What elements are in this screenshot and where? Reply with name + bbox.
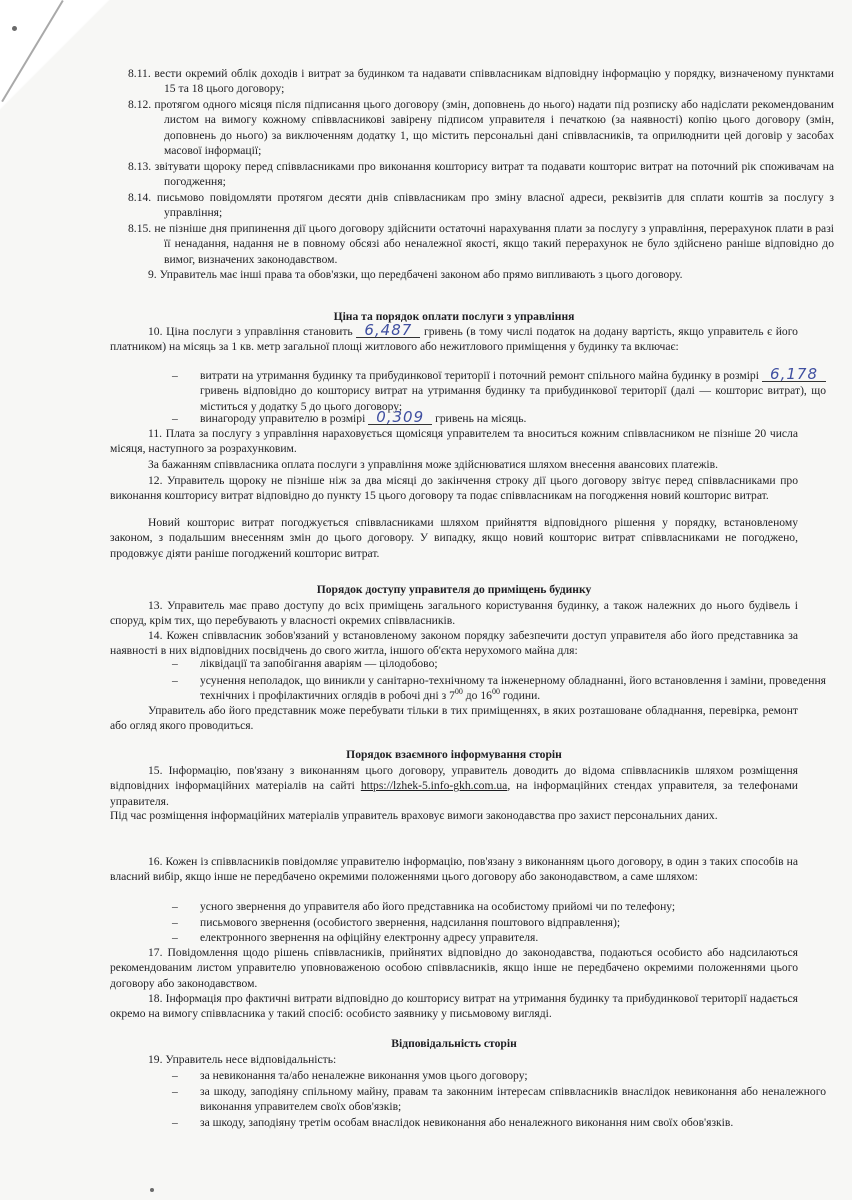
bullet-text: електронного звернення на офіційну електронну адресу управителя. — [200, 931, 539, 944]
clause-8-11: 8.11. вести окремий облік доходів і витрат за будинком та надавати співвласникам відповідну інформацію у порядку, визначеному пунктами 15 та 18 цього договору; — [128, 67, 834, 96]
clause-16-bullet-written — [172, 915, 826, 930]
dash-marker: – — [172, 916, 178, 929]
heading-access: Порядок доступу управителя до приміщень будинку — [316, 583, 592, 596]
clause-9: 9. Управитель має інші права та обов'язки, що передбачені законом або прямо випливають з цього договору. — [148, 268, 683, 281]
handwritten-price-total: 6,487 — [356, 324, 420, 338]
clause-8-13: 8.13. звітувати щороку перед співвласниками про виконання кошторису витрат та подавати кошторис витрат на поточний рік споживачам на погодження; — [128, 160, 834, 189]
bullet-text: за шкоду, заподіяну спільному майну, правам та законним інтересам співвласників внаслідок невиконання або неналежного виконання управителем своїх обов'язків; — [200, 1085, 826, 1114]
bullet-text: письмового звернення (особистого звернення, надсилання поштового відправлення); — [200, 916, 621, 929]
clause-8-12: 8.12. протягом одного місяця після підписання цього договору (змін, доповнень до нього) надати під розписку або надіслати рекомендованим листом на вимогу кожному співвласникові завірену підписом управителя і печаткою (за наявності) копію цього договору (змін, доповнень до нього) за виключенням додатку 1, що містить персональні дані співвласників, та оприлюднити цей договір у засобах масової інформації; — [128, 98, 834, 158]
bullet-text: ліквідації та запобігання аваріям — цілодобово; — [200, 657, 438, 670]
bullet-text: усного звернення до управителя або його представника на особистому прийомі чи по телефону; — [200, 900, 676, 913]
dash-marker: – — [172, 1116, 178, 1129]
clause-12: 12. Управитель щороку не пізніше ніж за два місяці до закінчення строку дії цього договору звітує перед співвласниками про виконання кошторису витрат відповідно до пункту 15 цього договору та подає співвласникам на погодження новий кошторис витрат. — [110, 474, 798, 503]
time-superscript: 00 — [454, 687, 463, 697]
clause-11: 11. Плата за послугу з управління нараховується щомісяця управителем та вноситься кожним співвласником не пізніше 20 числа місяця, наступного за розрахунковим. — [110, 427, 798, 456]
bullet-text-b: гривень на місяць. — [435, 412, 527, 425]
clause-19: 19. Управитель несе відповідальність: — [148, 1053, 337, 1066]
clause-11-advance: За бажанням співвласника оплата послуги з управління може здійснюватися шляхом внесення авансових платежів. — [148, 458, 718, 471]
scan-speck — [12, 26, 17, 31]
scan-speck — [150, 1188, 154, 1192]
clause-18: 18. Інформація про фактичні витрати відповідно до кошторису витрат на утримання будинку та прибудинкової території надається окремо на вимогу співвласника у такий спосіб: особисто заявнику у письмовому вигляді. — [110, 992, 798, 1021]
clause-15-text-a: 15. Інформацію, пов'язану з виконанням цього договору, управитель доводить до відома співвласників шляхом розміщення відповідних інформаційних матеріалів на сайті — [110, 764, 798, 793]
clause-15-text-b: , на інформаційних стендах управителя, за телефонами управителя. — [110, 779, 798, 808]
dash-marker: – — [172, 1069, 178, 1082]
clause-19-bullet-damage-owners — [172, 1084, 826, 1115]
clause-15-personal-data: Під час розміщення інформаційних матеріалів управитель враховує вимоги законодавства про захист персональних даних. — [110, 809, 718, 822]
heading-information: Порядок взаємного інформування сторін — [346, 748, 562, 761]
clause-10-text-b: гривень (в тому числі податок на додану вартість, якщо управитель є його платником) на місяць за 1 кв. метр загальної площі житлового або нежитлового приміщення у будинку та включає: — [110, 325, 798, 354]
time-superscript: 00 — [491, 687, 500, 697]
dash-marker: – — [172, 931, 178, 944]
clause-16: 16. Кожен із співвласників повідомляє управителю інформацію, пов'язану з виконанням цього договору, в один з таких способів на власний вибір, якщо інше не передбачено окремими положеннями цього договору або законодавством, а саме шляхом: — [110, 855, 798, 884]
clause-10-text-a: 10. Ціна послуги з управління становить — [148, 325, 353, 338]
clause-13: 13. Управитель має право доступу до всіх приміщень загального користування будинку, а також належних до нього будівель і споруд, крім тих, що перебувають у власності окремих співвласників. — [110, 599, 798, 628]
clause-12-new-estimate: Новий кошторис витрат погоджується співвласниками шляхом прийняття відповідного рішення у порядку, встановленому законом, з подальшим внесенням змін до цього договору. У випадку, якщо новий кошторис витрат співвласниками не погоджено, продовжує діяти раніше погоджений кошторис витрат. — [110, 516, 798, 560]
heading-responsibility: Відповідальність сторін — [391, 1037, 517, 1050]
dash-marker: – — [172, 1085, 178, 1098]
clause-16-bullet-electronic — [172, 930, 826, 945]
bullet-text-a: усунення неполадок, що виникли у санітарно-технічному та інженерному обладнанні, його встановлення і заміни, проведення технічних і профілактичних оглядів в робочі дні з 7 — [200, 674, 826, 703]
clause-14-bullet-accidents — [172, 656, 826, 671]
website-link[interactable]: https://lzhek-5.info-gkh.com.ua — [360, 779, 508, 793]
clause-10-bullet-maintenance — [172, 365, 826, 414]
dash-marker: – — [172, 412, 178, 425]
dash-marker: – — [172, 657, 178, 670]
bullet-text-a: винагороду управителю в розмірі — [200, 412, 366, 425]
folded-corner — [0, 0, 110, 130]
handwritten-maintenance-cost: 6,178 — [762, 368, 826, 382]
clause-8-15: 8.15. не пізніше дня припинення дії цього договору здійснити остаточні нарахування плати за послугу з управління, перерахунок плати в разі її ненадання, надання не в повному обсязі або неналежної якості, якщо такий перерахунок не було здійснено раніше відповідно до вимог, визначених законодавством. — [128, 222, 834, 266]
bullet-text: за шкоду, заподіяну третім особам внаслідок невиконання або неналежного виконання ним своїх обов'язків. — [200, 1116, 734, 1129]
heading-price: Ціна та порядок оплати послуги з управління — [333, 310, 575, 323]
clause-19-bullet-damage-third-parties — [172, 1115, 826, 1130]
clause-14-bullet-repairs — [172, 673, 826, 704]
bullet-text: за невиконання та/або неналежне виконання умов цього договору; — [200, 1069, 528, 1082]
clause-8-14: 8.14. письмово повідомляти протягом десяти днів співвласникам про зміну власної адреси, реквізитів для сплати коштів за послугу з управління; — [128, 191, 834, 220]
clause-19-bullet-nonperformance — [172, 1068, 826, 1083]
handwritten-manager-fee: 0,309 — [368, 411, 432, 425]
bullet-text-a: витрати на утримання будинку та прибудинкової території і поточний ремонт спільного майна будинку в розмірі — [200, 369, 759, 382]
clause-17: 17. Повідомлення щодо рішень співвласників, прийнятих відповідно до законодавства, подаються особисто або надсилаються рекомендованим листом управителю уповноваженою особою співвласників, якщо інше не передбачено окремими положеннями цього договору або законодавством. — [110, 946, 798, 990]
clause-16-bullet-oral — [172, 899, 826, 914]
bullet-text-b: до 16 — [462, 689, 492, 703]
clause-14-presence: Управитель або його представник може перебувати тільки в тих приміщеннях, в яких розташоване обладнання, перевірка, ремонт або огляд якого проводиться. — [110, 704, 798, 733]
dash-marker: – — [172, 900, 178, 913]
clause-14: 14. Кожен співвласник зобов'язаний у встановленому законом порядку забезпечити доступ управителя або його представника за наявності в них відповідних посвідчень до свого житла, іншого об'єкта нерухомого майна для: — [110, 629, 798, 658]
clause-10 — [110, 321, 798, 355]
dash-marker: – — [172, 369, 178, 382]
bullet-text-c: години. — [499, 689, 541, 703]
bullet-text-b: гривень відповідно до кошторису витрат на утримання будинку та прибудинкової території (далі — кошторис витрат), що міститься у додатку 5 до цього договору; — [200, 384, 826, 413]
dash-marker: – — [172, 674, 178, 687]
clause-15 — [110, 763, 798, 809]
clause-10-bullet-fee — [172, 408, 826, 426]
